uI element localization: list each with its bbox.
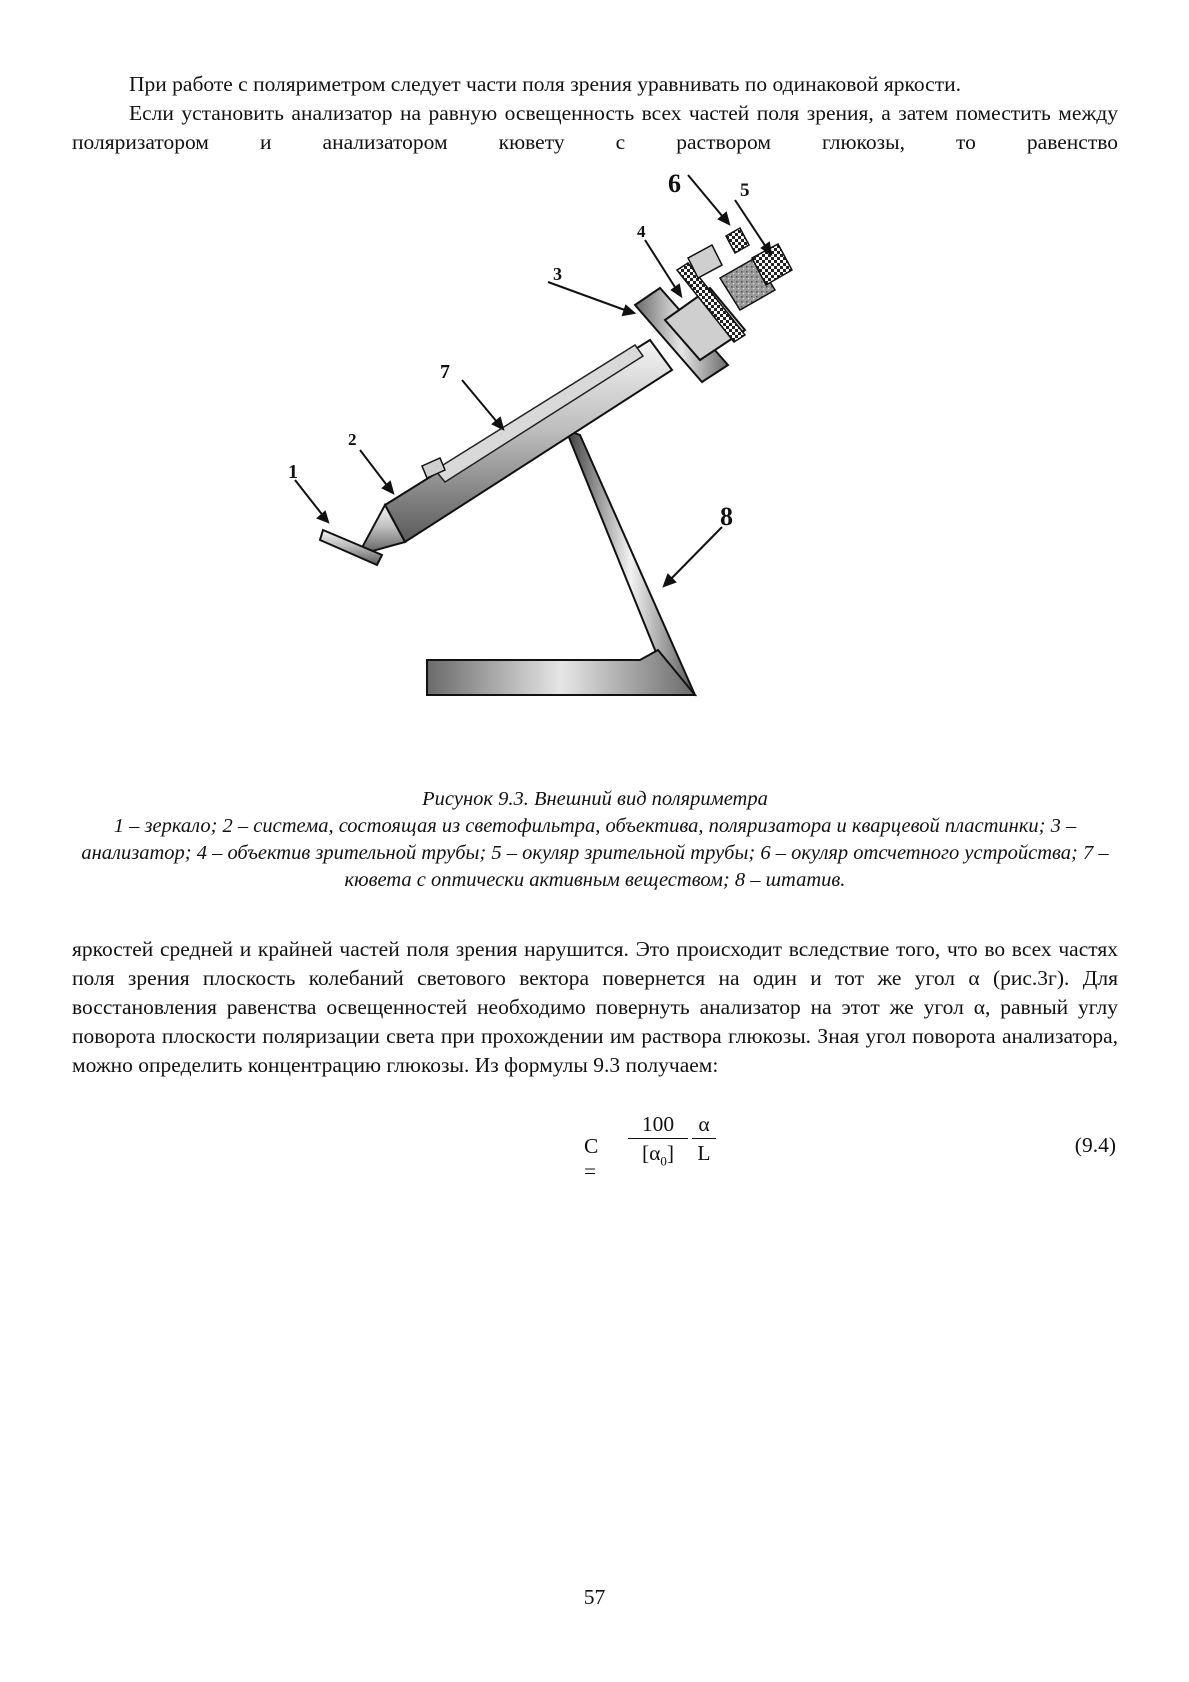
equation-number: (9.4) [1074,1133,1116,1157]
formula-numerator-2: α [698,1112,710,1136]
paragraph-explanation: яркостей средней и крайней частей поля зрения нарушится. Это происходит вследствие того, что во всех частях поля зрения плоскость колебаний светового вектора повернется на один и тот же угол α (рис.3г). Для восстановления равенства освещенностей необходимо повернуть анализатор на этот же угол α, равный углу поворота плоскости поляризации света при прохождении им раствора глюкозы. Зная угол поворота анализатора, можно определить концентрацию глюкозы. Из формулы 9.3 получаем: [72,937,1118,1077]
label-2: 2 [348,430,357,449]
eyepiece-shape [665,228,792,360]
label-7: 7 [440,361,450,383]
formula-denominator-1 [628,1139,688,1167]
label-5: 5 [740,180,750,201]
polarimeter-drawing [240,170,880,760]
caption-title: Рисунок 9.3. Внешний вид поляриметра [422,788,768,810]
polarimeter-figure [240,170,880,760]
formula-fraction-2 [692,1112,716,1167]
den-open: [α [641,1141,661,1165]
den-close: ] [666,1141,675,1165]
den-subscript: 0 [660,1153,667,1169]
page-number: 57 [583,1585,606,1609]
tube-shape [358,340,672,555]
label-8: 8 [720,502,733,531]
label-4: 4 [637,222,646,241]
label-6: 6 [668,170,681,198]
label-3: 3 [553,264,562,284]
formula-denominator-2: L [697,1141,711,1165]
paragraph-analyzer: Если установить анализатор на равную освещенность всех частей поля зрения, а затем поместить между поляризатором и анализатором кювету с раствором глюкозы, то равенство [72,101,1118,154]
formula-numerator-1: 100 [641,1112,675,1136]
caption-legend: 1 – зеркало; 2 – система, состоящая из светофильтра, объектива, поляризатора и кварцевой пластинки; 3 – анализатор; 4 – объектив зрительной трубы; 5 – окуляр зрительной трубы; 6 – окуляр отсчетного устройства; 7 – кювета с оптически активным веществом; 8 – штатив. [81,815,1109,891]
label-1: 1 [288,461,298,483]
paragraph-intro: При работе с поляриметром следует части поля зрения уравнивать по одинаковой яркости. [129,72,961,96]
figure-caption [80,786,1110,894]
formula-fraction-1 [628,1112,688,1167]
formula-lhs: C = [584,1134,599,1183]
